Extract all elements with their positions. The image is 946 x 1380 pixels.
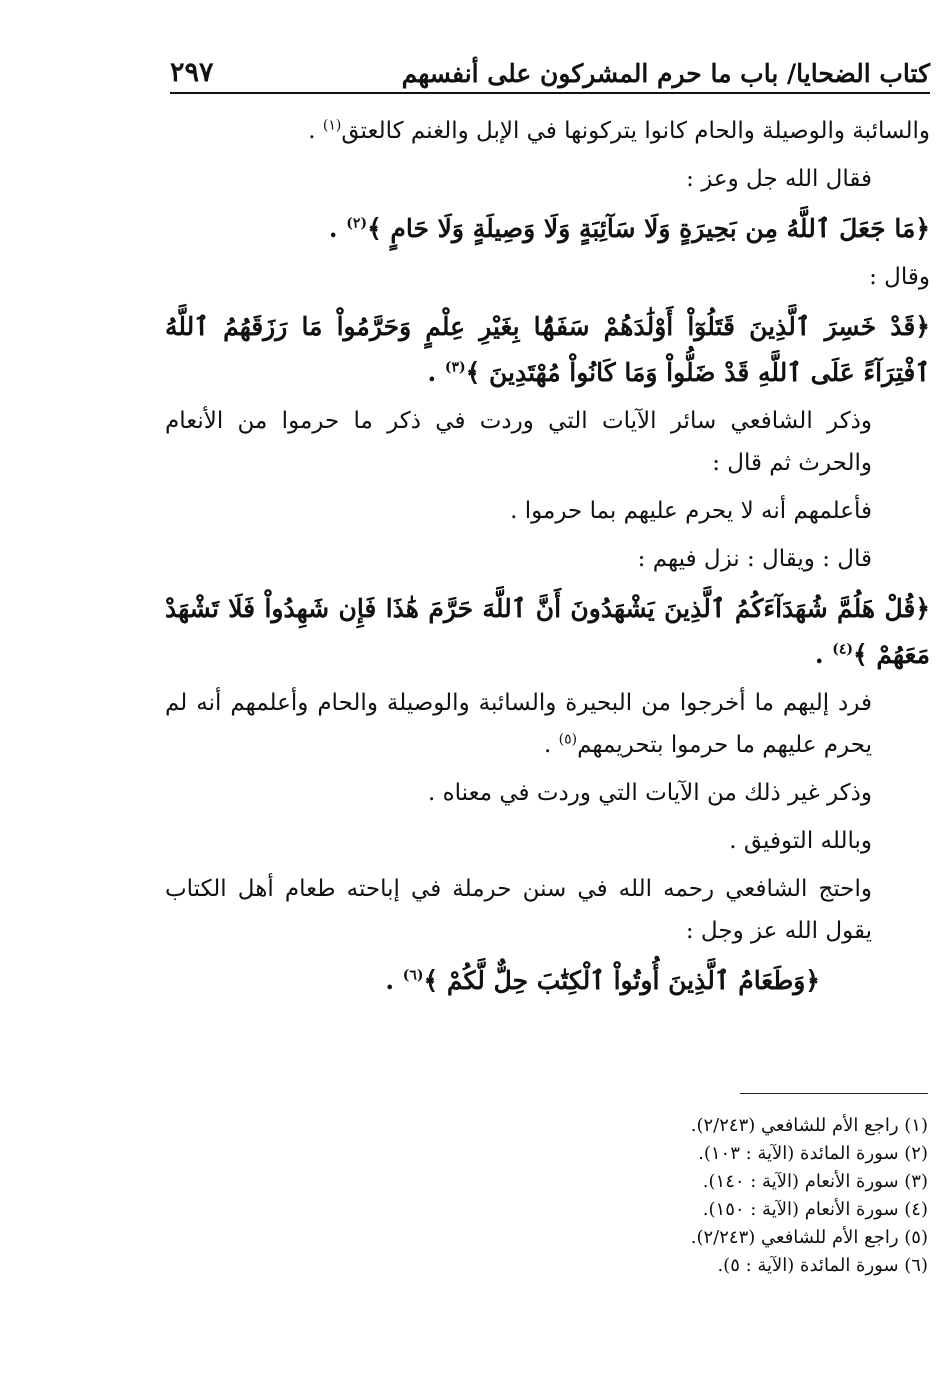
running-title: كتاب الضحايا/ باب ما حرم المشركون على أنفسهم [401, 59, 930, 88]
footnote-ref-4[interactable]: (٤) [832, 641, 854, 658]
footnote-ref-1[interactable]: (١) [322, 117, 342, 134]
footnote-ref-2[interactable]: (٢) [346, 215, 368, 232]
footnote-ref-3[interactable]: (٣) [444, 359, 466, 376]
paragraph-8: وذكر غير ذلك من الآيات التي وردت في معناه . [428, 780, 872, 806]
footnote-6: (٦) سورة المائدة (الآية : ٥). [717, 1255, 928, 1276]
footnote-1: (١) راجع الأم للشافعي (٢/٢٤٣). [690, 1115, 928, 1136]
footnote-ref-5[interactable]: (٥) [558, 731, 578, 748]
quran-verse-2: ﴿قَدْ خَسِرَ ٱلَّذِينَ قَتَلُوٓاْ أَوْلَٰدَهُمْ سَفَهًۢا بِغَيْرِ عِلْمٍ وَحَرَّمُواْ مَا رَزَقَهُمُ ٱللَّهُ ٱفْتِرَآءً عَلَى ٱللَّهِ قَدْ ضَلُّواْ وَمَا كَانُواْ مُهْتَدِينَ ﴾$^{(٣)}$ . [165, 312, 930, 387]
paragraph-6: قال : ويقال : نزل فيهم : [637, 546, 872, 572]
quran-verse-4: ﴿وَطَعَامُ ٱلَّذِينَ أُوتُواْ ٱلْكِتَٰبَ حِلٌّ لَّكُمْ ﴾$^{(٦)}$ . [385, 966, 820, 995]
header-rule [170, 92, 930, 94]
quran-verse-1: ﴿مَا جَعَلَ ٱللَّهُ مِن بَحِيرَةٍ وَلَا سَآئِبَةٍ وَلَا وَصِيلَةٍ وَلَا حَامٍ ﴾$^{(٢)}$ . [328, 214, 930, 243]
paragraph-7: فرد إليهم ما أخرجوا من البحيرة والسائبة والوصيلة والحام وأعلمهم أنه لم يحرم عليهم ما حرموا بتحريمهم$^{(٥)}$ . [165, 690, 872, 758]
footnote-separator [740, 1093, 928, 1094]
paragraph-10: واحتج الشافعي رحمه الله في سنن حرملة في إباحته طعام أهل الكتاب يقول الله عز وجل : [165, 876, 872, 944]
footnote-4: (٤) سورة الأنعام (الآية : ١٥٠). [702, 1199, 928, 1220]
footnote-3: (٣) سورة الأنعام (الآية : ١٤٠). [702, 1171, 928, 1192]
footnotes [500, 1112, 928, 1280]
footnote-5: (٥) راجع الأم للشافعي (٢/٢٤٣). [690, 1227, 928, 1248]
quran-verse-3: ﴿قُلْ هَلُمَّ شُهَدَآءَكُمُ ٱلَّذِينَ يَشْهَدُونَ أَنَّ ٱللَّهَ حَرَّمَ هَٰذَا فَإِن شَهِدُواْ فَلَا تَشْهَدْ مَعَهُمْ ﴾$^{(٤)}$ . [165, 594, 930, 669]
paragraph-9: وبالله التوفيق . [729, 828, 872, 854]
paragraph-3: وقال : [869, 264, 930, 290]
paragraph-4: وذكر الشافعي سائر الآيات التي وردت في ذكر ما حرموا من الأنعام والحرث ثم قال : [165, 408, 872, 476]
paragraph-1: والسائبة والوصيلة والحام كانوا يتركونها في الإبل والغنم كالعتق$^{(١)}$ . [308, 117, 930, 144]
main-text [165, 110, 930, 1008]
paragraph-2: فقال الله جل وعز : [686, 166, 872, 192]
footnote-ref-6[interactable]: (٦) [402, 967, 424, 984]
footnote-2: (٢) سورة المائدة (الآية : ١٠٣). [698, 1143, 928, 1164]
page-number: ٢٩٧ [170, 57, 214, 88]
page-header [170, 42, 930, 88]
paragraph-5: فأعلمهم أنه لا يحرم عليهم بما حرموا . [510, 498, 872, 524]
